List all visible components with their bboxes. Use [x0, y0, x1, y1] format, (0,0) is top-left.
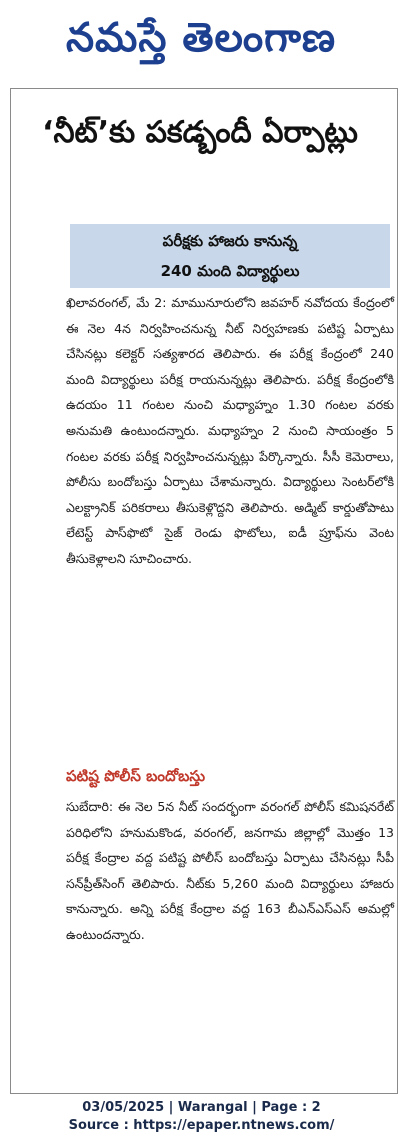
subheadline [70, 226, 390, 286]
newspaper-title: నమస్తే తెలంగాణ [65, 15, 337, 61]
article-body-2: సుబేదారి: ఈ నెల 5న నీట్ సందర్భంగా వరంగల్ పోలీస్ కమిషనరేట్ పరిధిలోని హనుమకొండ, వరంగల్, జనగామ జిల్లాల్లో మొత్తం 13 పరీక్ష కేంద్రాల వద్ద పటిష్ట పోలీస్ బందోబస్తు ఏర్పాటు చేసినట్లు సీపీ సన్‌ప్రీత్‌సింగ్ తెలిపారు. నీట్‌కు 5,260 మంది విద్యార్థులు హాజరు కానున్నారు. అన్ని పరీక్ష కేంద్రాల వద్ద 163 బీఎన్ఎస్ఎస్ అమల్లో ఉంటుందన్నారు. [66, 799, 394, 942]
subheadline-line-1: పరీక్షకు హాజరు కానున్న [162, 232, 298, 250]
headline-text: ‘నీట్’కు పకడ్బందీ ఏర్పాట్లు [42, 115, 358, 150]
edition-info: 03/05/2025 | Warangal | Page : 2 [82, 1100, 321, 1115]
article-headline [20, 110, 380, 156]
section-heading: పటిష్ట పోలీస్ బందోబస్తు [66, 767, 206, 785]
masthead [0, 0, 403, 80]
subheadline-line-2: 240 మంది విద్యార్థులు [160, 262, 300, 280]
source-link[interactable]: Source : https://epaper.ntnews.com/ [68, 1118, 335, 1133]
article-body-1: ఖిలావరంగల్, మే 2: మామునూరులోని జవహర్ నవోదయ కేంద్రంలో ఈ నెల 4న నిర్వహించనున్న నీట్ నిర్వహణకు పటిష్ట ఏర్పాటు చేసినట్లు కలెక్టర్ సత్యశారద తెలిపారు. ఈ పరీక్ష కేంద్రంలో 240 మంది విద్యార్థులు పరీక్ష రాయనున్నట్లు తెలిపారు. పరీక్ష కేంద్రంలోకి ఉదయం 11 గంటల నుంచి మధ్యాహ్నం 1.30 గంటల వరకు అనుమతి ఉంటుందన్నారు. మధ్యాహ్నం 2 నుంచి సాయంత్రం 5 గంటల వరకు పరీక్ష నిర్వహించనున్నట్లు పేర్కొన్నారు. సీసీ కెమెరాలు, పోలీసు బందోబస్తు ఏర్పాటు చేశామన్నారు. విద్యార్థులు సెంటర్‌లోకి ఎలక్ట్రానిక్ పరికరాలు తీసుకెళ్లొద్దని తెలిపారు. అడ్మిట్ కార్డుతోపాటు లేటెస్ట్ పాస్‌ఫొటో సైజ్ రెండు ఫొటోలు, ఐడీ ప్రూఫ్‌ను వెంట తీసుకెళ్లాలని సూచించారు. [66, 295, 394, 566]
